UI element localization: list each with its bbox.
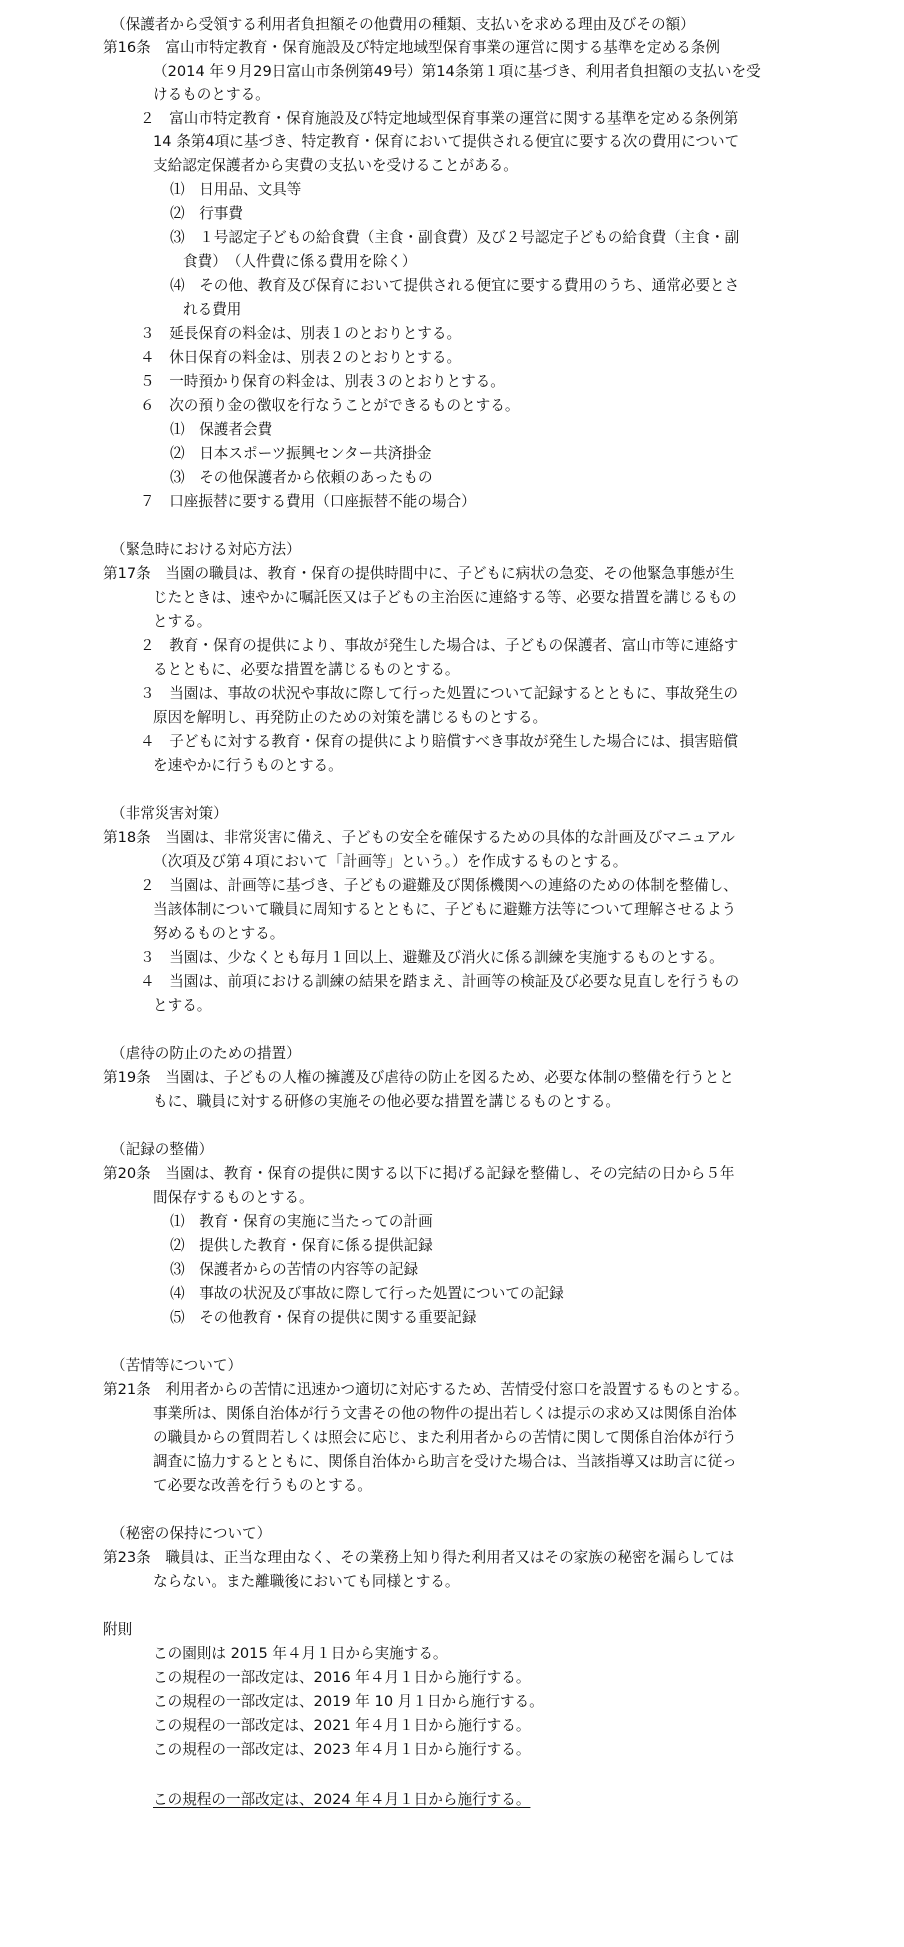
paragraph-2: ２ 富山市特定教育・保育施設及び特定地域型保育事業の運営に関する基準を定める条例第 <box>140 110 739 127</box>
paragraph-3: ３ 延長保育の料金は、別表１のとおりとする。 <box>140 325 462 342</box>
list-item: ⑵ 行事費 <box>170 205 243 222</box>
paragraph-4: ４ 休日保育の料金は、別表２のとおりとする。 <box>140 349 462 366</box>
list-item: ⑵ 提供した教育・保育に係る提供記録 <box>170 1237 433 1254</box>
text-line: て必要な改善を行うものとする。 <box>153 1477 372 1494</box>
text-line: を速やかに行うものとする。 <box>153 757 343 774</box>
text-line: じたときは、速やかに嘱託医又は子どもの主治医に連絡する等、必要な措置を講じるもの <box>153 589 737 606</box>
text-line: 当該体制について職員に周知するとともに、子どもに避難方法等について理解させるよう <box>153 901 737 918</box>
list-item: ⑷ その他、教育及び保育において提供される便宜に要する費用のうち、通常必要とさ <box>170 277 740 294</box>
article-16: 第16条 富山市特定教育・保育施設及び特定地域型保育事業の運営に関する基準を定める条例 <box>103 39 720 56</box>
text-line: 調査に協力するとともに、関係自治体から助言を受けた場合は、当該指導又は助言に従っ <box>153 1453 737 1470</box>
paragraph-7: ７ 口座振替に要する費用（口座振替不能の場合） <box>140 493 476 510</box>
section-heading: （虐待の防止のための措置） <box>111 1045 301 1062</box>
section-heading: （緊急時における対応方法） <box>111 541 301 558</box>
text-line: るとともに、必要な措置を講じるものとする。 <box>153 661 460 678</box>
paragraph-4: ４ 子どもに対する教育・保育の提供により賠償すべき事故が発生した場合には、損害賠償 <box>140 733 739 750</box>
paragraph-3: ３ 当園は、事故の状況や事故に際して行った処置について記録するとともに、事故発生の <box>140 685 739 702</box>
list-item: ⑷ 事故の状況及び事故に際して行った処置についての記録 <box>170 1285 564 1302</box>
text-line: とする。 <box>153 997 212 1014</box>
paragraph-6: ６ 次の預り金の徴収を行なうことができるものとする。 <box>140 397 520 414</box>
paragraph-5: ５ 一時預かり保育の料金は、別表３のとおりとする。 <box>140 373 505 390</box>
section-heading: （非常災害対策） <box>111 805 228 822</box>
paragraph-4: ４ 当園は、前項における訓練の結果を踏まえ、計画等の検証及び必要な見直しを行うもの <box>140 973 740 990</box>
article-23: 第23条 職員は、正当な理由なく、その業務上知り得た利用者又はその家族の秘密を漏らしては <box>103 1549 735 1566</box>
list-item: ⑵ 日本スポーツ振興センター共済掛金 <box>170 445 432 462</box>
text-line: もに、職員に対する研修の実施その他必要な措置を講じるものとする。 <box>153 1093 621 1110</box>
article-21: 第21条 利用者からの苦情に迅速かつ適切に対応するため、苦情受付窓口を設置するものとする。 <box>103 1381 749 1398</box>
text-line: 間保存するものとする。 <box>153 1189 314 1206</box>
text-line: ならない。また離職後においても同様とする。 <box>153 1573 460 1590</box>
amendment-line-latest: この規程の一部改定は、2024 年４月１日から施行する。 <box>153 1791 531 1808</box>
article-18: 第18条 当園は、非常災害に備え、子どもの安全を確保するための具体的な計画及びマニュアル <box>103 829 735 846</box>
list-item: ⑶ その他保護者から依頼のあったもの <box>170 469 433 486</box>
text-line: れる費用 <box>183 301 242 318</box>
text-line: 原因を解明し、再発防止のための対策を講じるものとする。 <box>153 709 548 726</box>
text-line: （2014 年９月29日富山市条例第49号）第14条第１項に基づき、利用者負担額の支払いを受 <box>153 63 761 80</box>
article-20: 第20条 当園は、教育・保育の提供に関する以下に掲げる記録を整備し、その完結の日から５年 <box>103 1165 735 1182</box>
list-item: ⑴ 日用品、文具等 <box>170 181 302 198</box>
article-19: 第19条 当園は、子どもの人権の擁護及び虐待の防止を図るため、必要な体制の整備を行うとと <box>103 1069 734 1086</box>
supplementary-provisions-heading: 附則 <box>103 1621 133 1638</box>
amendment-line: この規程の一部改定は、2021 年４月１日から施行する。 <box>153 1717 531 1734</box>
section-heading: （保護者から受領する利用者負担額その他費用の種類、支払いを求める理由及びその額） <box>111 16 695 33</box>
amendment-line: この園則は 2015 年４月１日から実施する。 <box>153 1645 448 1662</box>
amendment-line: この規程の一部改定は、2023 年４月１日から施行する。 <box>153 1741 531 1758</box>
paragraph-2: ２ 当園は、計画等に基づき、子どもの避難及び関係機関への連絡のための体制を整備し、 <box>140 877 738 894</box>
text-line: けるものとする。 <box>153 86 270 103</box>
amendment-line: この規程の一部改定は、2016 年４月１日から施行する。 <box>153 1669 531 1686</box>
list-item: ⑶ １号認定子どもの給食費（主食・副食費）及び２号認定子どもの給食費（主食・副 <box>170 229 740 246</box>
amendment-line: この規程の一部改定は、2019 年 10 月１日から施行する。 <box>153 1693 544 1710</box>
paragraph-2: ２ 教育・保育の提供により、事故が発生した場合は、子どもの保護者、富山市等に連絡す <box>140 637 739 654</box>
text-line: の職員からの質問若しくは照会に応じ、また利用者からの苦情に関して関係自治体が行う <box>153 1429 737 1446</box>
section-heading: （苦情等について） <box>111 1357 243 1374</box>
text-line: 事業所は、関係自治体が行う文書その他の物件の提出若しくは提示の求め又は関係自治体 <box>153 1405 737 1422</box>
text-line: とする。 <box>153 613 212 630</box>
text-line: 14 条第4項に基づき、特定教育・保育において提供される便宜に要する次の費用について <box>153 133 740 150</box>
text-line: 食費） （人件費に係る費用を除く） <box>183 253 417 270</box>
paragraph-3: ３ 当園は、少なくとも毎月１回以上、避難及び消火に係る訓練を実施するものとする。 <box>140 949 724 966</box>
list-item: ⑴ 教育・保育の実施に当たっての計画 <box>170 1213 433 1230</box>
text-line: 努めるものとする。 <box>153 925 285 942</box>
list-item: ⑴ 保護者会費 <box>170 421 273 438</box>
text-line: 支給認定保護者から実費の支払いを受けることがある。 <box>153 157 518 174</box>
text-line: （次項及び第４項において「計画等」という。）を作成するものとする。 <box>153 853 628 870</box>
section-heading: （記録の整備） <box>111 1141 214 1158</box>
list-item: ⑸ その他教育・保育の提供に関する重要記録 <box>170 1309 477 1326</box>
section-heading: （秘密の保持について） <box>111 1525 272 1542</box>
list-item: ⑶ 保護者からの苦情の内容等の記録 <box>170 1261 419 1278</box>
article-17: 第17条 当園の職員は、教育・保育の提供時間中に、子どもに病状の急変、その他緊急事態が生 <box>103 565 735 582</box>
